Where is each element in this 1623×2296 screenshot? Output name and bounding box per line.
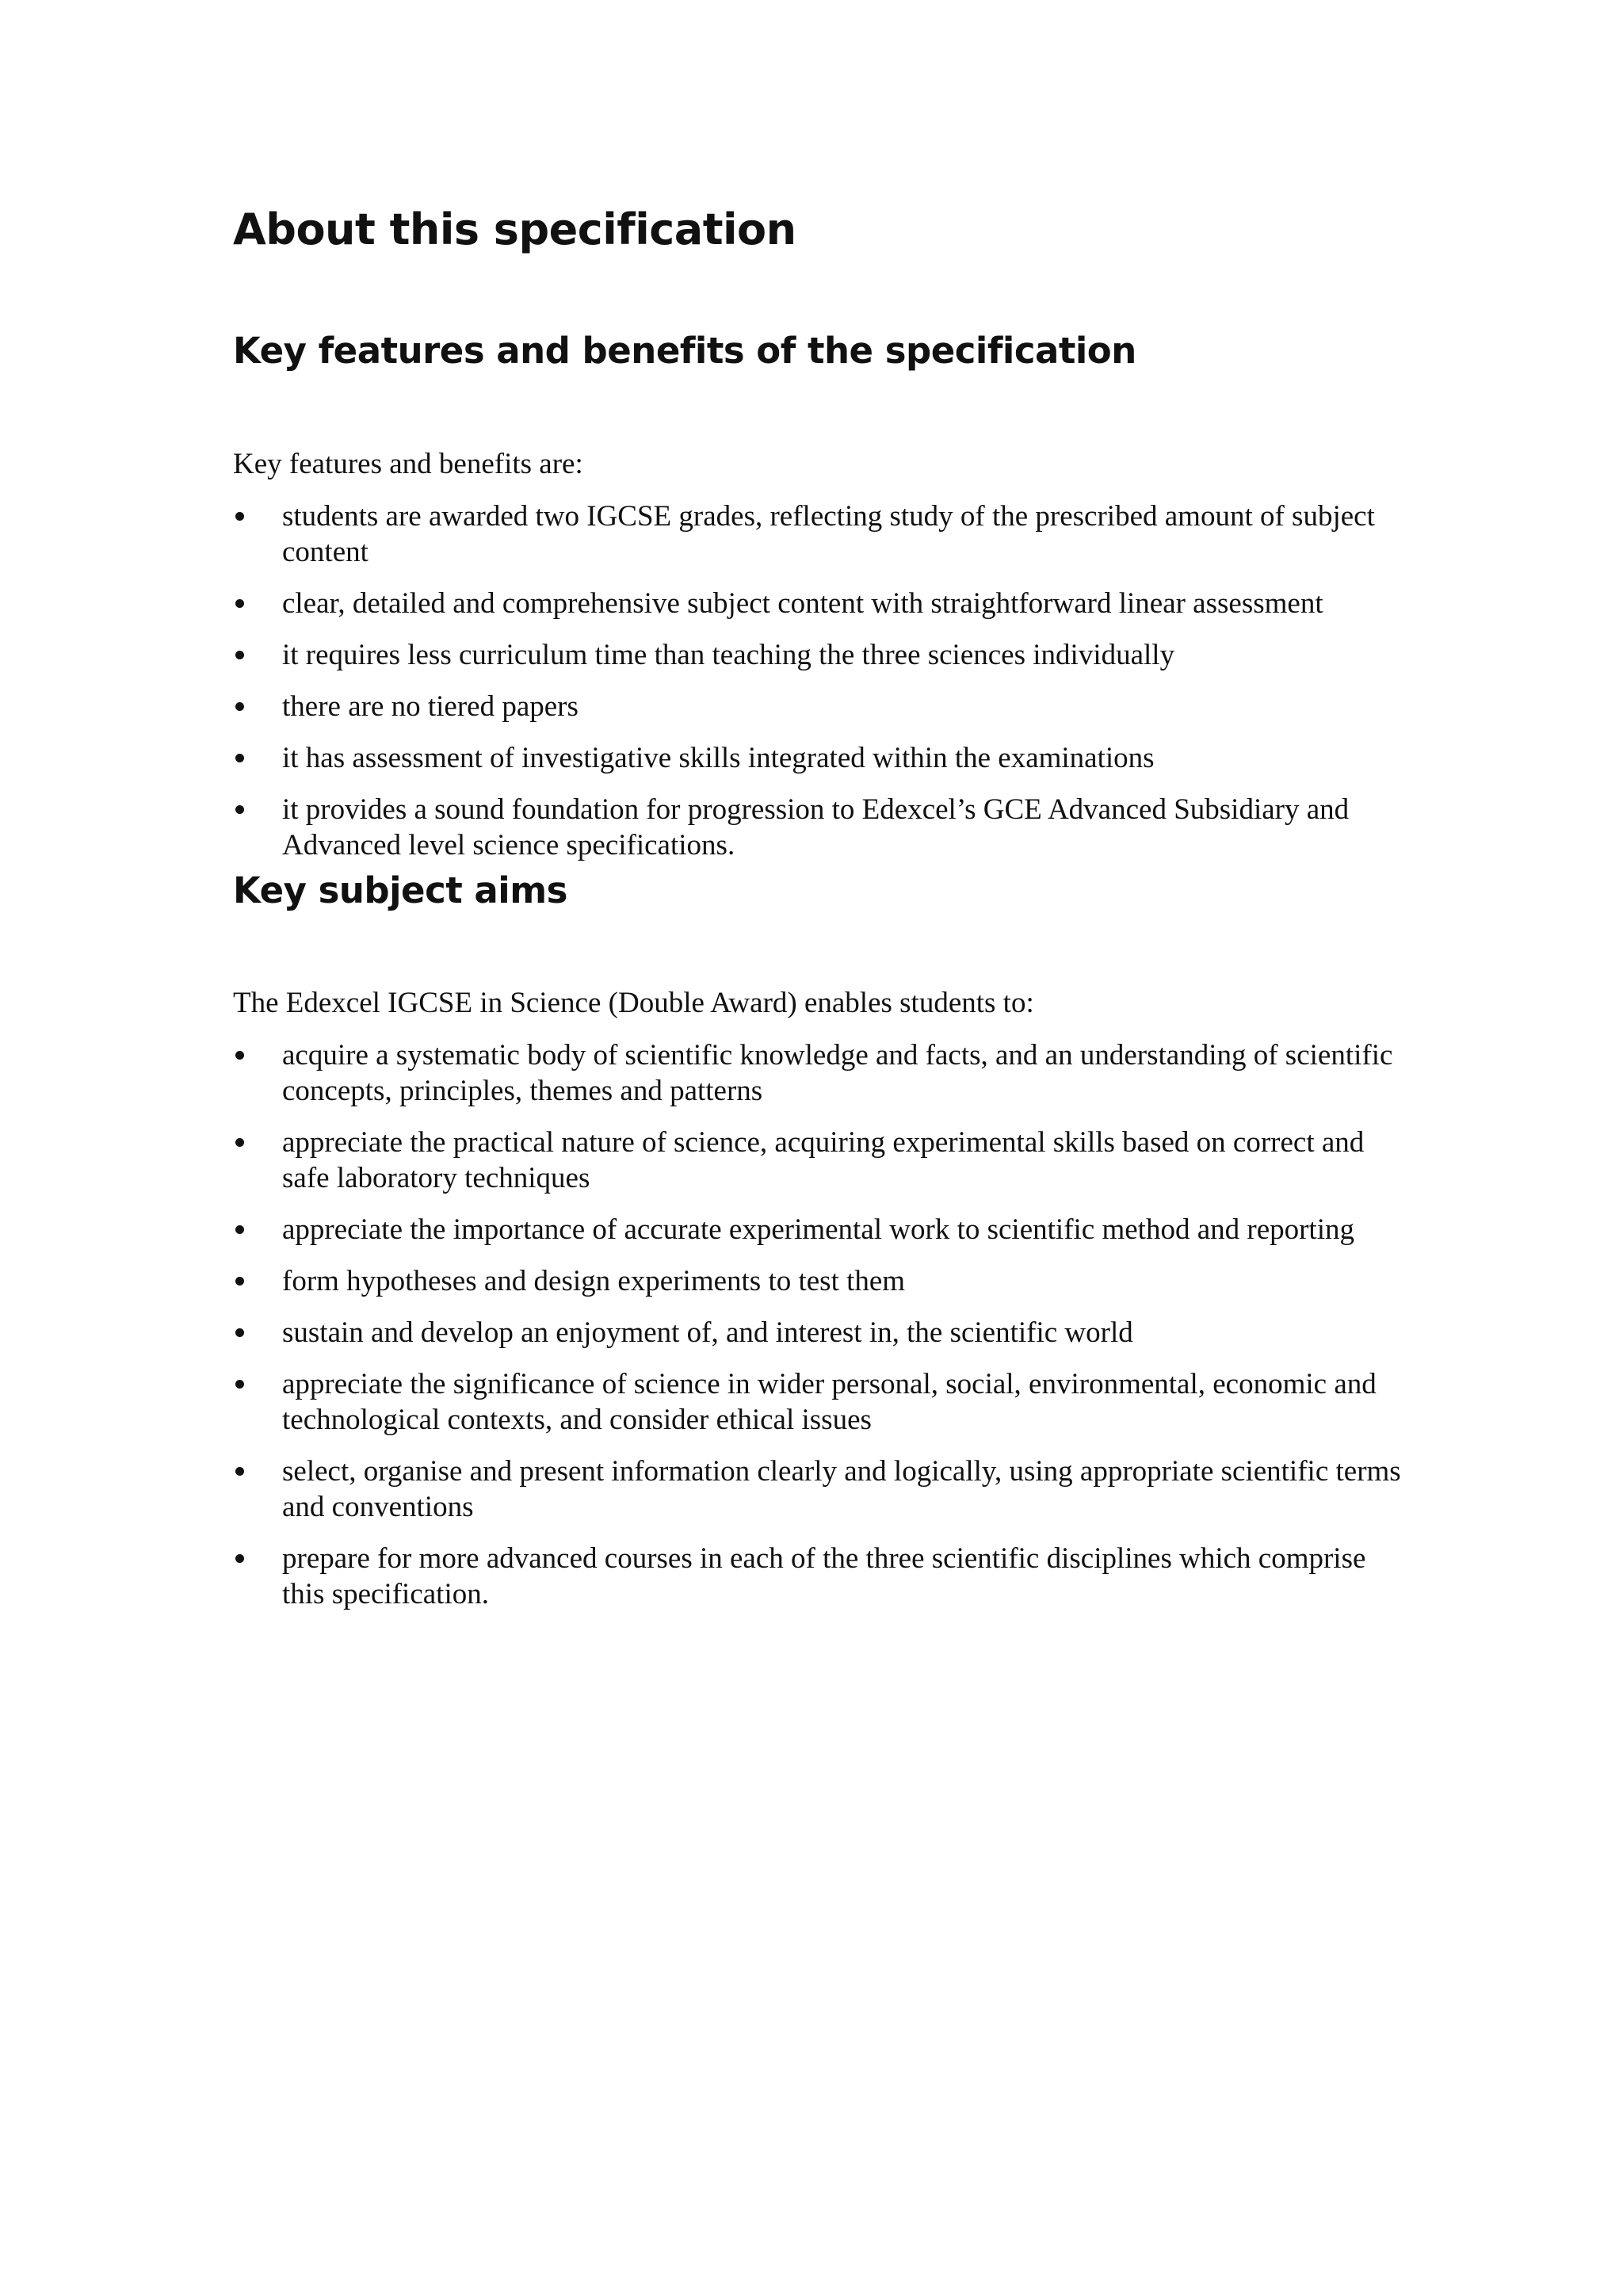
key-aims-heading: Key subject aims — [233, 869, 567, 911]
bullet-icon — [235, 1328, 244, 1337]
key-aims-list — [233, 1037, 1406, 1612]
list-item — [233, 1541, 1406, 1612]
bullet-icon — [235, 512, 244, 521]
list-item — [233, 1037, 1406, 1109]
list-item — [233, 740, 1406, 776]
bullet-icon — [235, 1277, 244, 1286]
bullet-icon — [235, 1225, 244, 1234]
list-item-text: prepare for more advanced courses in each of the three scientific disciplines which comprise this specification. — [282, 1542, 1366, 1610]
bullet-icon — [235, 599, 244, 608]
key-aims-section — [233, 868, 1406, 1612]
bullet-icon — [235, 754, 244, 762]
list-item-text: clear, detailed and comprehensive subject content with straightforward linear assessment — [282, 587, 1323, 620]
list-item-text: students are awarded two IGCSE grades, reflecting study of the prescribed amount of subject content — [282, 500, 1375, 568]
key-features-list — [233, 499, 1406, 863]
list-item — [233, 689, 1406, 724]
bullet-icon — [235, 805, 244, 814]
list-item-text: acquire a systematic body of scientific knowledge and facts, and an understanding of scientific concepts, principles, themes and patterns — [282, 1039, 1393, 1107]
key-features-intro: Key features and benefits are: — [233, 448, 583, 480]
list-item-text: appreciate the significance of science in wider personal, social, environmental, economic and technological contexts, and consider ethical issues — [282, 1368, 1377, 1436]
list-item-text: appreciate the importance of accurate experimental work to scientific method and reporting — [282, 1213, 1354, 1246]
list-item — [233, 1125, 1406, 1196]
bullet-icon — [235, 1467, 244, 1476]
list-item-text: form hypotheses and design experiments to test them — [282, 1265, 906, 1297]
list-item — [233, 499, 1406, 570]
list-item-text: there are no tiered papers — [282, 690, 579, 723]
list-item — [233, 1263, 1406, 1299]
list-item-text: it requires less curriculum time than teaching the three sciences individually — [282, 639, 1175, 671]
list-item-text: sustain and develop an enjoyment of, and interest in, the scientific world — [282, 1316, 1133, 1349]
key-features-heading: Key features and benefits of the specification — [233, 330, 1136, 372]
bullet-icon — [235, 1138, 244, 1147]
bullet-icon — [235, 702, 244, 711]
bullet-icon — [235, 651, 244, 659]
bullet-icon — [235, 1051, 244, 1060]
list-item-text: it has assessment of investigative skills integrated within the examinations — [282, 742, 1155, 774]
list-item — [233, 1454, 1406, 1525]
list-item — [233, 1366, 1406, 1438]
list-item-text: appreciate the practical nature of science, acquiring experimental skills based on correct and safe laboratory techniques — [282, 1126, 1365, 1194]
list-item-text: it provides a sound foundation for progression to Edexcel’s GCE Advanced Subsidiary and Advanced level science specifications. — [282, 793, 1350, 861]
list-item — [233, 1212, 1406, 1247]
bullet-icon — [235, 1554, 244, 1563]
bullet-icon — [235, 1380, 244, 1389]
list-item — [233, 1315, 1406, 1350]
list-item — [233, 586, 1406, 621]
key-aims-intro: The Edexcel IGCSE in Science (Double Award) enables students to: — [233, 987, 1034, 1019]
list-item — [233, 792, 1406, 863]
page-title: About this specification — [233, 204, 796, 254]
list-item — [233, 637, 1406, 673]
key-features-section — [233, 328, 1406, 863]
list-item-text: select, organise and present information clearly and logically, using appropriate scientific terms and conventions — [282, 1455, 1401, 1523]
